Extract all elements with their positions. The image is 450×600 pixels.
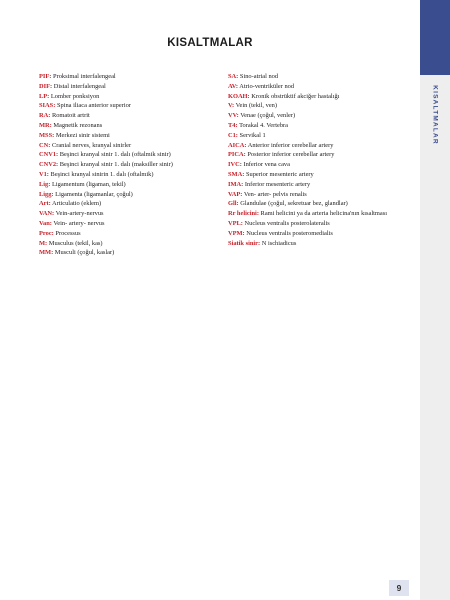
abbreviation-entry bbox=[228, 111, 418, 121]
abbreviation-term: IVC: bbox=[228, 161, 242, 169]
abbreviation-definition: Torakal 4. Vertebra bbox=[237, 121, 289, 129]
abbreviation-entry bbox=[228, 131, 418, 141]
abbreviation-entry bbox=[228, 190, 418, 200]
abbreviation-entry bbox=[228, 160, 418, 170]
abbreviation-list-left bbox=[39, 72, 219, 258]
abbreviation-definition: Inferior mesenteric artery bbox=[243, 180, 311, 188]
abbreviation-entry bbox=[39, 131, 219, 141]
abbreviation-definition: Ven- arter- pelvis renalis bbox=[242, 190, 307, 198]
abbreviation-term: MM: bbox=[39, 249, 54, 257]
abbreviation-term: VPM: bbox=[228, 229, 245, 237]
abbreviation-term: CN: bbox=[39, 141, 51, 149]
abbreviation-entry bbox=[228, 199, 418, 209]
abbreviation-entry bbox=[39, 170, 219, 180]
abbreviation-term: M: bbox=[39, 239, 48, 247]
abbreviation-entry bbox=[39, 121, 219, 131]
abbreviation-term: VV: bbox=[228, 112, 239, 120]
abbreviation-term: MR: bbox=[39, 121, 52, 129]
abbreviation-list-right bbox=[228, 72, 418, 248]
abbreviation-entry bbox=[39, 111, 219, 121]
abbreviation-entry bbox=[39, 248, 219, 258]
abbreviation-term: PIF: bbox=[39, 73, 52, 80]
abbreviation-entry bbox=[228, 121, 418, 131]
abbreviation-definition: N ischiadicus bbox=[260, 239, 297, 247]
side-tab-label-text: KISALTMALAR bbox=[431, 85, 439, 145]
abbreviation-term: Ligg: bbox=[39, 190, 54, 198]
abbreviation-term: V: bbox=[228, 102, 235, 110]
abbreviation-definition: Kronik obstrüktif akciğer hastalığı bbox=[249, 92, 340, 100]
abbreviation-term: SA: bbox=[228, 73, 239, 80]
abbreviation-definition: Beşinci kranyal sinir 1. dalı (maksiller sinir) bbox=[58, 161, 173, 169]
abbreviation-term: Proc: bbox=[39, 229, 54, 237]
abbreviation-definition: Anterior inferior cerebellar artery bbox=[246, 141, 334, 149]
abbreviation-definition: Spina iliaca anterior superior bbox=[55, 102, 131, 110]
abbreviation-term: C1: bbox=[228, 131, 238, 139]
abbreviation-definition: Nucleus ventralis posteromedialis bbox=[244, 229, 333, 237]
abbreviation-term: VAP: bbox=[228, 190, 243, 198]
abbreviation-definition: Posterior inferior cerebellar artery bbox=[245, 151, 335, 159]
abbreviation-definition: Beşinci kranyal sinir 1. dalı (oftalmik sinir) bbox=[58, 151, 171, 159]
abbreviation-entry bbox=[228, 229, 418, 239]
side-tab-accent bbox=[420, 0, 450, 75]
abbreviation-term: AV: bbox=[228, 82, 238, 90]
abbreviation-definition: Sino-atrial nod bbox=[238, 73, 279, 80]
abbreviation-definition: Merkezi sinir sistemi bbox=[54, 131, 110, 139]
abbreviation-term: PICA: bbox=[228, 151, 246, 159]
abbreviation-entry bbox=[39, 101, 219, 111]
abbreviation-term: Rr helicini: bbox=[228, 210, 259, 218]
abbreviation-entry bbox=[228, 209, 418, 219]
abbreviation-definition: Processus bbox=[53, 229, 81, 237]
abbreviation-entry bbox=[228, 170, 418, 180]
abbreviation-entry bbox=[39, 180, 219, 190]
abbreviation-term: CNV1: bbox=[39, 151, 59, 159]
abbreviation-term: RA: bbox=[39, 112, 51, 120]
abbreviation-definition: Servikal 1 bbox=[237, 131, 266, 139]
abbreviation-term: CNV2: bbox=[39, 161, 59, 169]
abbreviation-definition: Rami helicini ya da arteria helicina'nın kısaltması bbox=[258, 210, 387, 218]
abbreviation-definition: Ligamentum (ligaman, tekil) bbox=[50, 180, 126, 188]
abbreviation-definition: Glandulae (çoğul, sekretuar bez, glandlar) bbox=[238, 200, 348, 208]
abbreviation-term: Lig: bbox=[39, 180, 51, 188]
abbreviation-entry bbox=[39, 219, 219, 229]
abbreviation-entry bbox=[39, 239, 219, 249]
abbreviation-term: MSS: bbox=[39, 131, 55, 139]
abbreviation-definition: Musculus (tekil, kas) bbox=[47, 239, 103, 247]
abbreviation-entry bbox=[228, 141, 418, 151]
abbreviation-definition: Vein-artery-nervus bbox=[54, 210, 104, 218]
abbreviation-entry bbox=[39, 190, 219, 200]
abbreviation-definition: Proksimal interfalengeal bbox=[51, 73, 116, 80]
abbreviation-entry bbox=[39, 160, 219, 170]
abbreviation-definition: Superior mesenteric artery bbox=[244, 170, 314, 178]
abbreviation-term: DIF: bbox=[39, 82, 53, 90]
abbreviation-definition: Articulatio (eklem) bbox=[50, 200, 102, 208]
side-tab-label bbox=[420, 75, 450, 155]
abbreviation-entry bbox=[228, 72, 418, 82]
abbreviation-term: SMA: bbox=[228, 170, 245, 178]
page-number: 9 bbox=[389, 580, 409, 596]
abbreviation-entry bbox=[39, 141, 219, 151]
abbreviation-entry bbox=[228, 92, 418, 102]
abbreviation-definition: Romatoit artrit bbox=[50, 112, 90, 120]
abbreviation-definition: Vein- artery- nervus bbox=[51, 219, 105, 227]
abbreviation-definition: Inferior vena cava bbox=[241, 161, 290, 169]
abbreviation-entry bbox=[228, 101, 418, 111]
abbreviation-entry bbox=[39, 150, 219, 160]
abbreviation-entry bbox=[228, 82, 418, 92]
abbreviation-term: KOAH: bbox=[228, 92, 250, 100]
abbreviation-entry bbox=[39, 209, 219, 219]
abbreviation-entry bbox=[228, 239, 418, 249]
abbreviation-definition: Musculi (çoğul, kaslar) bbox=[53, 249, 115, 257]
abbreviation-entry bbox=[39, 82, 219, 92]
abbreviation-term: IMA: bbox=[228, 180, 244, 188]
abbreviation-definition: Beşinci kranyal sinirin 1. dalı (oftalmik) bbox=[48, 170, 154, 178]
abbreviation-entry bbox=[39, 92, 219, 102]
abbreviation-entry bbox=[39, 229, 219, 239]
abbreviation-definition: Lomber ponksiyon bbox=[49, 92, 100, 100]
page-title: KISALTMALAR bbox=[167, 37, 253, 49]
abbreviation-term: Van: bbox=[39, 219, 52, 227]
abbreviation-entry bbox=[228, 150, 418, 160]
abbreviation-definition: Ligamenta (ligamanlar, çoğul) bbox=[53, 190, 133, 198]
abbreviation-term: V1: bbox=[39, 170, 49, 178]
abbreviation-definition: Vein (tekil, ven) bbox=[234, 102, 277, 110]
abbreviation-definition: Atrio-ventriküler nod bbox=[237, 82, 295, 90]
abbreviation-term: SIAS: bbox=[39, 102, 56, 110]
abbreviation-definition: Distal interfalengeal bbox=[52, 82, 106, 90]
abbreviation-term: VPL: bbox=[228, 219, 243, 227]
abbreviation-term: AICA: bbox=[228, 141, 247, 149]
abbreviation-definition: Venae (çoğul, venler) bbox=[238, 112, 296, 120]
abbreviation-entry bbox=[39, 72, 219, 82]
abbreviation-entry bbox=[228, 180, 418, 190]
abbreviation-term: Art: bbox=[39, 200, 51, 208]
abbreviation-definition: Magnetik rezonans bbox=[51, 121, 103, 129]
abbreviation-definition: Nucleus ventralis posterolateralis bbox=[242, 219, 330, 227]
abbreviation-term: T4: bbox=[228, 121, 238, 129]
abbreviation-term: Gll: bbox=[228, 200, 239, 208]
abbreviation-term: Siatik sinir: bbox=[228, 239, 261, 247]
abbreviation-term: LP: bbox=[39, 92, 50, 100]
abbreviation-term: VAN: bbox=[39, 210, 55, 218]
abbreviation-entry bbox=[39, 199, 219, 209]
abbreviation-entry bbox=[228, 219, 418, 229]
abbreviation-definition: Cranial nerves, kranyal sinirler bbox=[50, 141, 132, 149]
